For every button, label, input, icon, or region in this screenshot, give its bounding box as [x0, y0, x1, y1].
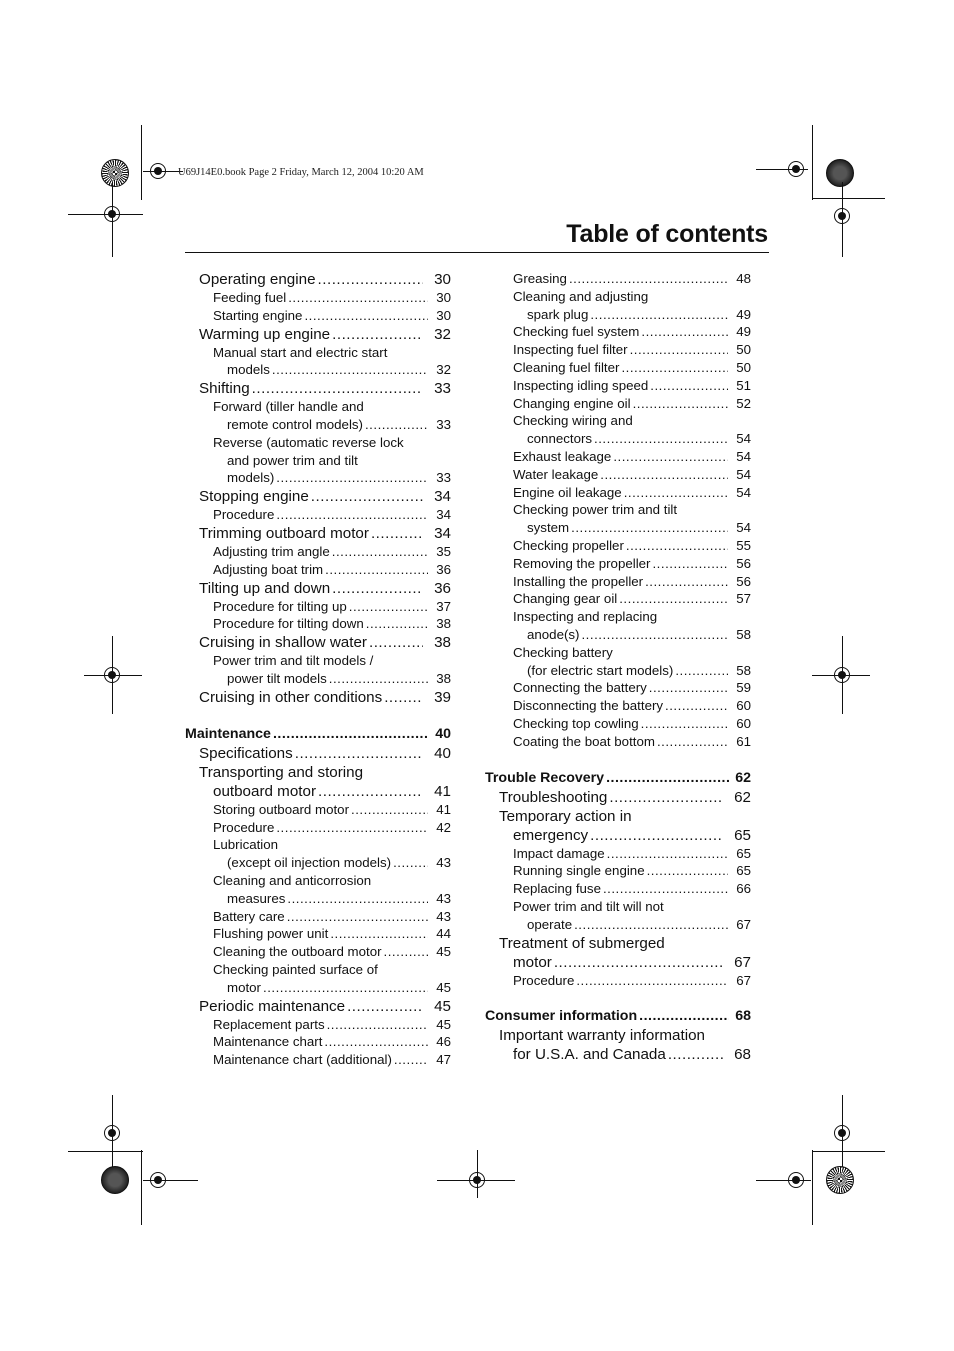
toc-page-number: 58 — [736, 626, 751, 642]
toc-entry[interactable] — [185, 398, 451, 434]
toc-entry-label: Procedure — [513, 972, 575, 988]
toc-page-number: 54 — [736, 466, 751, 482]
toc-page-number: 34 — [434, 524, 451, 542]
toc-entry-label: Procedure — [213, 507, 275, 523]
toc-entry[interactable] — [485, 359, 751, 377]
toc-page-number: 60 — [736, 715, 751, 731]
toc-entry[interactable] — [185, 270, 451, 289]
dot-leader — [624, 484, 728, 502]
toc-entry[interactable] — [185, 487, 451, 506]
toc-entry[interactable] — [185, 598, 451, 616]
toc-entry-label: Flushing power unit — [213, 926, 329, 942]
dot-leader — [276, 506, 428, 524]
toc-page-number: 67 — [734, 953, 751, 971]
toc-page-number: 45 — [436, 944, 451, 960]
dot-leader — [330, 925, 428, 943]
toc-entry[interactable] — [185, 836, 451, 872]
toc-entry-label: Cruising in other conditions — [199, 688, 383, 706]
toc-entry[interactable] — [185, 801, 451, 819]
toc-page-number: 34 — [434, 488, 451, 506]
toc-entry[interactable] — [185, 325, 451, 344]
toc-entry[interactable] — [185, 1016, 451, 1034]
toc-page-number: 65 — [734, 826, 751, 844]
toc-page-number: 32 — [434, 325, 451, 343]
color-wheel-mark — [826, 1166, 854, 1194]
dot-leader — [304, 307, 428, 325]
toc-entry-label: Inspecting fuel filter — [513, 342, 628, 358]
toc-entry-label: Power trim and tilt will not — [513, 898, 664, 914]
toc-entry[interactable] — [485, 573, 751, 591]
toc-entry-label: models) — [227, 470, 275, 486]
toc-entry[interactable] — [185, 344, 451, 380]
toc-page-number: 43 — [436, 855, 451, 871]
toc-page-number: 54 — [736, 484, 751, 500]
toc-page-number: 44 — [436, 926, 451, 942]
toc-entry-label: Important warranty information — [499, 1027, 705, 1045]
dot-leader — [650, 377, 728, 395]
toc-entry-label: Reverse (automatic reverse lock — [213, 434, 404, 450]
toc-page-number: 32 — [436, 362, 451, 378]
dot-leader — [594, 430, 728, 448]
toc-entry-label: Consumer information — [485, 1008, 638, 1025]
toc-page-number: 43 — [436, 908, 451, 924]
toc-entry-label: Feeding fuel — [213, 290, 287, 305]
toc-entry[interactable] — [485, 323, 751, 341]
toc-page-number: 57 — [736, 591, 751, 607]
dot-leader — [606, 769, 729, 788]
dot-leader — [641, 323, 728, 341]
dot-leader — [581, 626, 728, 644]
toc-entry-label: Periodic maintenance — [199, 997, 346, 1015]
toc-entry[interactable] — [185, 379, 451, 398]
toc-page-number: 55 — [736, 537, 751, 553]
toc-page-number: 48 — [736, 271, 751, 286]
toc-entry[interactable] — [185, 579, 451, 598]
toc-entry[interactable] — [485, 555, 751, 573]
toc-entry-label: Lubrication — [213, 837, 279, 853]
toc-entry[interactable] — [185, 633, 451, 652]
toc-entry[interactable] — [485, 1007, 751, 1026]
dot-leader — [384, 943, 428, 961]
dot-leader — [394, 1051, 428, 1069]
dot-leader — [365, 416, 428, 434]
toc-entry-label: Power trim and tilt models / — [213, 653, 374, 669]
toc-entry-label: (except oil injection models) — [227, 855, 392, 871]
dot-leader — [252, 379, 423, 398]
dot-leader — [590, 826, 723, 845]
dot-leader — [647, 862, 728, 880]
toc-entry[interactable] — [485, 898, 751, 934]
dot-leader — [668, 1045, 723, 1064]
toc-entry[interactable] — [185, 744, 451, 763]
toc-page-number: 50 — [736, 359, 751, 375]
toc-page-number: 33 — [436, 470, 451, 486]
toc-entry-label: Maintenance — [185, 725, 271, 742]
toc-entry[interactable] — [485, 341, 751, 359]
toc-entry-label: motor — [513, 953, 552, 971]
dot-leader — [369, 633, 423, 652]
toc-entry-label: Storing outboard motor — [213, 801, 350, 817]
toc-entry-label: Trimming outboard motor — [199, 524, 369, 542]
toc-page-number: 68 — [734, 1046, 751, 1064]
toc-entry-label: models — [227, 362, 270, 378]
toc-entry[interactable] — [485, 608, 751, 644]
toc-entry-label: Disconnecting the battery — [513, 698, 664, 714]
toc-entry-label: Checking battery — [513, 644, 613, 660]
dot-leader — [272, 361, 428, 379]
toc-entry[interactable] — [185, 872, 451, 908]
toc-entry[interactable] — [485, 679, 751, 697]
toc-entry[interactable] — [185, 1051, 451, 1069]
dot-leader — [649, 679, 728, 697]
toc-entry-label: anode(s) — [527, 626, 580, 642]
toc-entry-label: power tilt models — [227, 670, 327, 686]
dot-leader — [324, 1033, 428, 1051]
dot-leader — [590, 306, 728, 324]
toc-page-number: 45 — [436, 979, 451, 995]
toc-entry[interactable] — [485, 270, 751, 288]
dot-leader — [626, 537, 728, 555]
toc-page-number: 40 — [435, 725, 451, 742]
toc-entry-label: Treatment of submerged — [499, 934, 665, 952]
toc-entry-label: Changing engine oil — [513, 395, 631, 411]
toc-entry[interactable] — [185, 289, 451, 307]
toc-entry-label: Stopping engine — [199, 488, 309, 506]
dot-leader — [665, 697, 728, 715]
toc-entry-label: Engine oil leakage — [513, 484, 622, 500]
toc-entry-label: Procedure for tilting down — [213, 616, 364, 632]
toc-entry-label: (for electric start models) — [527, 662, 674, 678]
toc-entry-label: Procedure for tilting up — [213, 598, 347, 614]
toc-entry-label: Connecting the battery — [513, 680, 647, 696]
toc-entry-label: Specifications — [199, 744, 293, 762]
toc-entry-label: operate — [527, 916, 573, 932]
dot-leader — [276, 469, 428, 487]
toc-page-number: 38 — [436, 670, 451, 686]
page-title: Table of contents — [566, 220, 768, 248]
toc-page-number: 46 — [436, 1034, 451, 1050]
toc-entry[interactable] — [485, 733, 751, 751]
toc-entry[interactable] — [185, 925, 451, 943]
dot-leader — [325, 561, 428, 579]
toc-entry[interactable] — [185, 908, 451, 926]
toc-entry[interactable] — [485, 537, 751, 555]
toc-entry-label: measures — [227, 890, 286, 906]
toc-entry[interactable] — [485, 862, 751, 880]
toc-entry[interactable] — [485, 715, 751, 733]
toc-entry-label: Procedure — [213, 819, 275, 835]
toc-entry-label: Operating engine — [199, 271, 316, 288]
toc-page-number: 50 — [736, 342, 751, 358]
dot-leader — [349, 598, 428, 616]
color-wheel-mark — [101, 1166, 129, 1194]
toc-entry-label: Replacing fuse — [513, 881, 601, 897]
toc-page-number: 56 — [736, 573, 751, 589]
toc-right-column — [485, 270, 751, 1064]
toc-entry-label: Cleaning fuel filter — [513, 359, 620, 375]
toc-entry-label: system — [527, 520, 570, 536]
toc-page-number: 54 — [736, 448, 751, 464]
dot-leader — [273, 725, 429, 744]
toc-entry[interactable] — [185, 763, 451, 801]
toc-entry[interactable] — [485, 466, 751, 484]
toc-entry-label: connectors — [527, 431, 593, 447]
toc-entry-label: Adjusting boat trim — [213, 561, 324, 577]
toc-entry-label: and power trim and tilt — [227, 452, 358, 468]
toc-page-number: 45 — [434, 997, 451, 1015]
dot-leader — [574, 916, 728, 934]
dot-leader — [571, 519, 728, 537]
toc-entry-label: Cleaning and anticorrosion — [213, 872, 372, 888]
dot-leader — [633, 395, 728, 413]
dot-leader — [288, 289, 428, 307]
book-info-header: U69J14E0.book Page 2 Friday, March 12, 2004 10:20 AM — [178, 167, 424, 178]
toc-page-number: 47 — [436, 1052, 451, 1068]
toc-entry-label: Running single engine — [513, 863, 645, 879]
toc-entry-label: Checking wiring and — [513, 413, 633, 429]
dot-leader — [318, 782, 423, 801]
toc-page-number: 49 — [736, 324, 751, 340]
toc-entry-label: Temporary action in — [499, 807, 632, 825]
toc-entry-label: motor — [227, 979, 261, 995]
toc-page-number: 62 — [735, 769, 751, 786]
dot-leader — [347, 997, 423, 1016]
color-wheel-mark — [101, 159, 129, 187]
toc-entry[interactable] — [185, 561, 451, 579]
toc-entry-label: Forward (tiller handle and — [213, 399, 364, 415]
dot-leader — [630, 341, 728, 359]
toc-entry[interactable] — [485, 377, 751, 395]
toc-entry-label: Coating the boat bottom — [513, 733, 655, 749]
toc-entry[interactable] — [485, 934, 751, 972]
toc-entry-label: remote control models) — [227, 416, 363, 432]
dot-leader — [639, 1007, 729, 1026]
dot-leader — [641, 715, 728, 733]
toc-entry-label: Tilting up and down — [199, 579, 331, 597]
toc-entry[interactable] — [185, 307, 451, 325]
dot-leader — [318, 270, 423, 289]
dot-leader — [351, 801, 428, 819]
toc-page-number: 62 — [734, 788, 751, 806]
toc-page-number: 52 — [736, 395, 751, 411]
toc-page-number: 45 — [436, 1016, 451, 1032]
toc-page-number: 42 — [436, 819, 451, 835]
toc-entry-label: Installing the propeller — [513, 573, 644, 589]
dot-leader — [554, 953, 723, 972]
dot-leader — [621, 359, 728, 377]
toc-entry-label: Troubleshooting — [499, 788, 608, 806]
toc-entry-label: Trouble Recovery — [485, 769, 605, 786]
toc-entry-label: Manual start and electric start — [213, 344, 388, 360]
toc-page-number: 34 — [436, 507, 451, 523]
toc-entry-label: Checking fuel system — [513, 324, 640, 340]
toc-entry[interactable] — [485, 1026, 751, 1064]
toc-entry-label: Starting engine — [213, 307, 303, 323]
toc-entry[interactable] — [185, 961, 451, 997]
toc-page-number: 41 — [434, 782, 451, 800]
dot-leader — [329, 670, 428, 688]
toc-page-number: 54 — [736, 520, 751, 536]
toc-entry-label: Inspecting and replacing — [513, 609, 658, 625]
toc-entry[interactable] — [485, 697, 751, 715]
toc-page-number: 49 — [736, 306, 751, 322]
toc-left-column — [185, 270, 451, 1069]
toc-entry[interactable] — [185, 652, 451, 688]
toc-page-number: 66 — [736, 881, 751, 897]
toc-page-number: 33 — [434, 380, 451, 398]
dot-leader — [276, 819, 428, 837]
dot-leader — [607, 845, 728, 863]
toc-entry[interactable] — [485, 448, 751, 466]
toc-page-number: 60 — [736, 698, 751, 714]
toc-entry-label: Exhaust leakage — [513, 448, 612, 464]
dot-leader — [287, 908, 428, 926]
dot-leader — [603, 880, 728, 898]
toc-entry[interactable] — [185, 506, 451, 524]
toc-entry-label: outboard motor — [213, 782, 316, 800]
toc-entry[interactable] — [485, 845, 751, 863]
toc-entry[interactable] — [185, 997, 451, 1016]
color-wheel-mark — [826, 159, 854, 187]
toc-entry-label: Checking painted surface of — [213, 961, 378, 977]
toc-entry-label: Transporting and storing — [199, 763, 364, 781]
dot-leader — [657, 733, 728, 751]
toc-page-number: 61 — [736, 733, 751, 749]
toc-page-number: 39 — [434, 688, 451, 706]
toc-page-number: 30 — [436, 290, 451, 305]
dot-leader — [393, 854, 428, 872]
toc-entry[interactable] — [485, 880, 751, 898]
dot-leader — [569, 270, 728, 288]
toc-page-number: 33 — [436, 416, 451, 432]
toc-page-number: 35 — [436, 543, 451, 559]
toc-entry[interactable] — [485, 484, 751, 502]
dot-leader — [652, 555, 728, 573]
dot-leader — [287, 890, 428, 908]
toc-entry-label: emergency — [513, 826, 589, 844]
toc-entry[interactable] — [185, 615, 451, 633]
toc-entry-label: Impact damage — [513, 845, 605, 861]
toc-entry[interactable] — [185, 688, 451, 707]
toc-entry[interactable] — [185, 725, 451, 744]
toc-entry-label: Shifting — [199, 380, 250, 398]
toc-page-number: 59 — [736, 680, 751, 696]
toc-entry-label: Cleaning and adjusting — [513, 288, 649, 304]
toc-entry-label: Changing gear oil — [513, 591, 618, 607]
toc-page-number: 65 — [736, 863, 751, 879]
dot-leader — [332, 579, 423, 598]
toc-page-number: 38 — [434, 634, 451, 652]
toc-entry[interactable] — [485, 590, 751, 608]
dot-leader — [645, 573, 728, 591]
dot-leader — [384, 688, 423, 707]
toc-entry[interactable] — [185, 819, 451, 837]
toc-entry-label: Greasing — [513, 271, 567, 286]
toc-entry[interactable] — [485, 395, 751, 413]
toc-page-number: 43 — [436, 890, 451, 906]
toc-entry-label: Replacement parts — [213, 1016, 325, 1032]
toc-page-number: 56 — [736, 555, 751, 571]
toc-entry[interactable] — [185, 543, 451, 561]
dot-leader — [327, 1016, 428, 1034]
toc-page-number: 58 — [736, 662, 751, 678]
dot-leader — [332, 543, 428, 561]
toc-page-number: 38 — [436, 616, 451, 632]
toc-page-number: 36 — [436, 561, 451, 577]
toc-page-number: 30 — [436, 307, 451, 323]
toc-page-number: 37 — [436, 598, 451, 614]
toc-page-number: 67 — [736, 916, 751, 932]
toc-entry[interactable] — [485, 644, 751, 680]
toc-entry-label: Adjusting trim angle — [213, 543, 330, 559]
dot-leader — [576, 972, 728, 990]
dot-leader — [600, 466, 728, 484]
dot-leader — [366, 615, 428, 633]
toc-entry-label: Maintenance chart (additional) — [213, 1052, 392, 1068]
toc-entry-label: Inspecting idling speed — [513, 377, 649, 393]
toc-page-number: 36 — [434, 579, 451, 597]
dot-leader — [332, 325, 423, 344]
toc-entry[interactable] — [485, 788, 751, 807]
toc-page-number: 30 — [434, 271, 451, 288]
toc-page-number: 67 — [736, 972, 751, 988]
toc-entry[interactable] — [185, 434, 451, 487]
toc-entry-label: Removing the propeller — [513, 555, 651, 571]
toc-entry[interactable] — [485, 972, 751, 990]
toc-entry-label: for U.S.A. and Canada — [513, 1046, 666, 1064]
toc-entry-label: Warming up engine — [199, 325, 331, 343]
toc-entry-label: spark plug — [527, 306, 589, 322]
dot-leader — [311, 487, 423, 506]
toc-entry[interactable] — [485, 288, 751, 324]
toc-entry[interactable] — [185, 943, 451, 961]
toc-entry-label: Water leakage — [513, 466, 599, 482]
toc-entry[interactable] — [485, 501, 751, 537]
toc-page-number: 65 — [736, 845, 751, 861]
toc-entry-label: Maintenance chart — [213, 1034, 323, 1050]
toc-entry[interactable] — [185, 1033, 451, 1051]
toc-entry-label: Battery care — [213, 908, 285, 924]
toc-page-number: 68 — [735, 1008, 751, 1025]
toc-entry-label: Cruising in shallow water — [199, 634, 367, 652]
dot-leader — [295, 744, 423, 763]
toc-entry-label: Checking power trim and tilt — [513, 502, 678, 518]
dot-leader — [613, 448, 728, 466]
dot-leader — [609, 788, 723, 807]
dot-leader — [675, 662, 728, 680]
toc-entry[interactable] — [485, 807, 751, 845]
toc-entry[interactable] — [485, 769, 751, 788]
toc-entry[interactable] — [485, 412, 751, 448]
toc-entry-label: Checking propeller — [513, 537, 624, 553]
toc-page-number: 40 — [434, 744, 451, 762]
dot-leader — [371, 524, 423, 543]
toc-page-number: 51 — [736, 377, 751, 393]
dot-leader — [263, 979, 428, 997]
toc-entry-label: Checking top cowling — [513, 715, 639, 731]
toc-page-number: 54 — [736, 431, 751, 447]
dot-leader — [619, 590, 728, 608]
toc-page-number: 41 — [436, 801, 451, 817]
title-rule — [185, 252, 769, 253]
toc-entry[interactable] — [185, 524, 451, 543]
toc-entry-label: Cleaning the outboard motor — [213, 944, 382, 960]
